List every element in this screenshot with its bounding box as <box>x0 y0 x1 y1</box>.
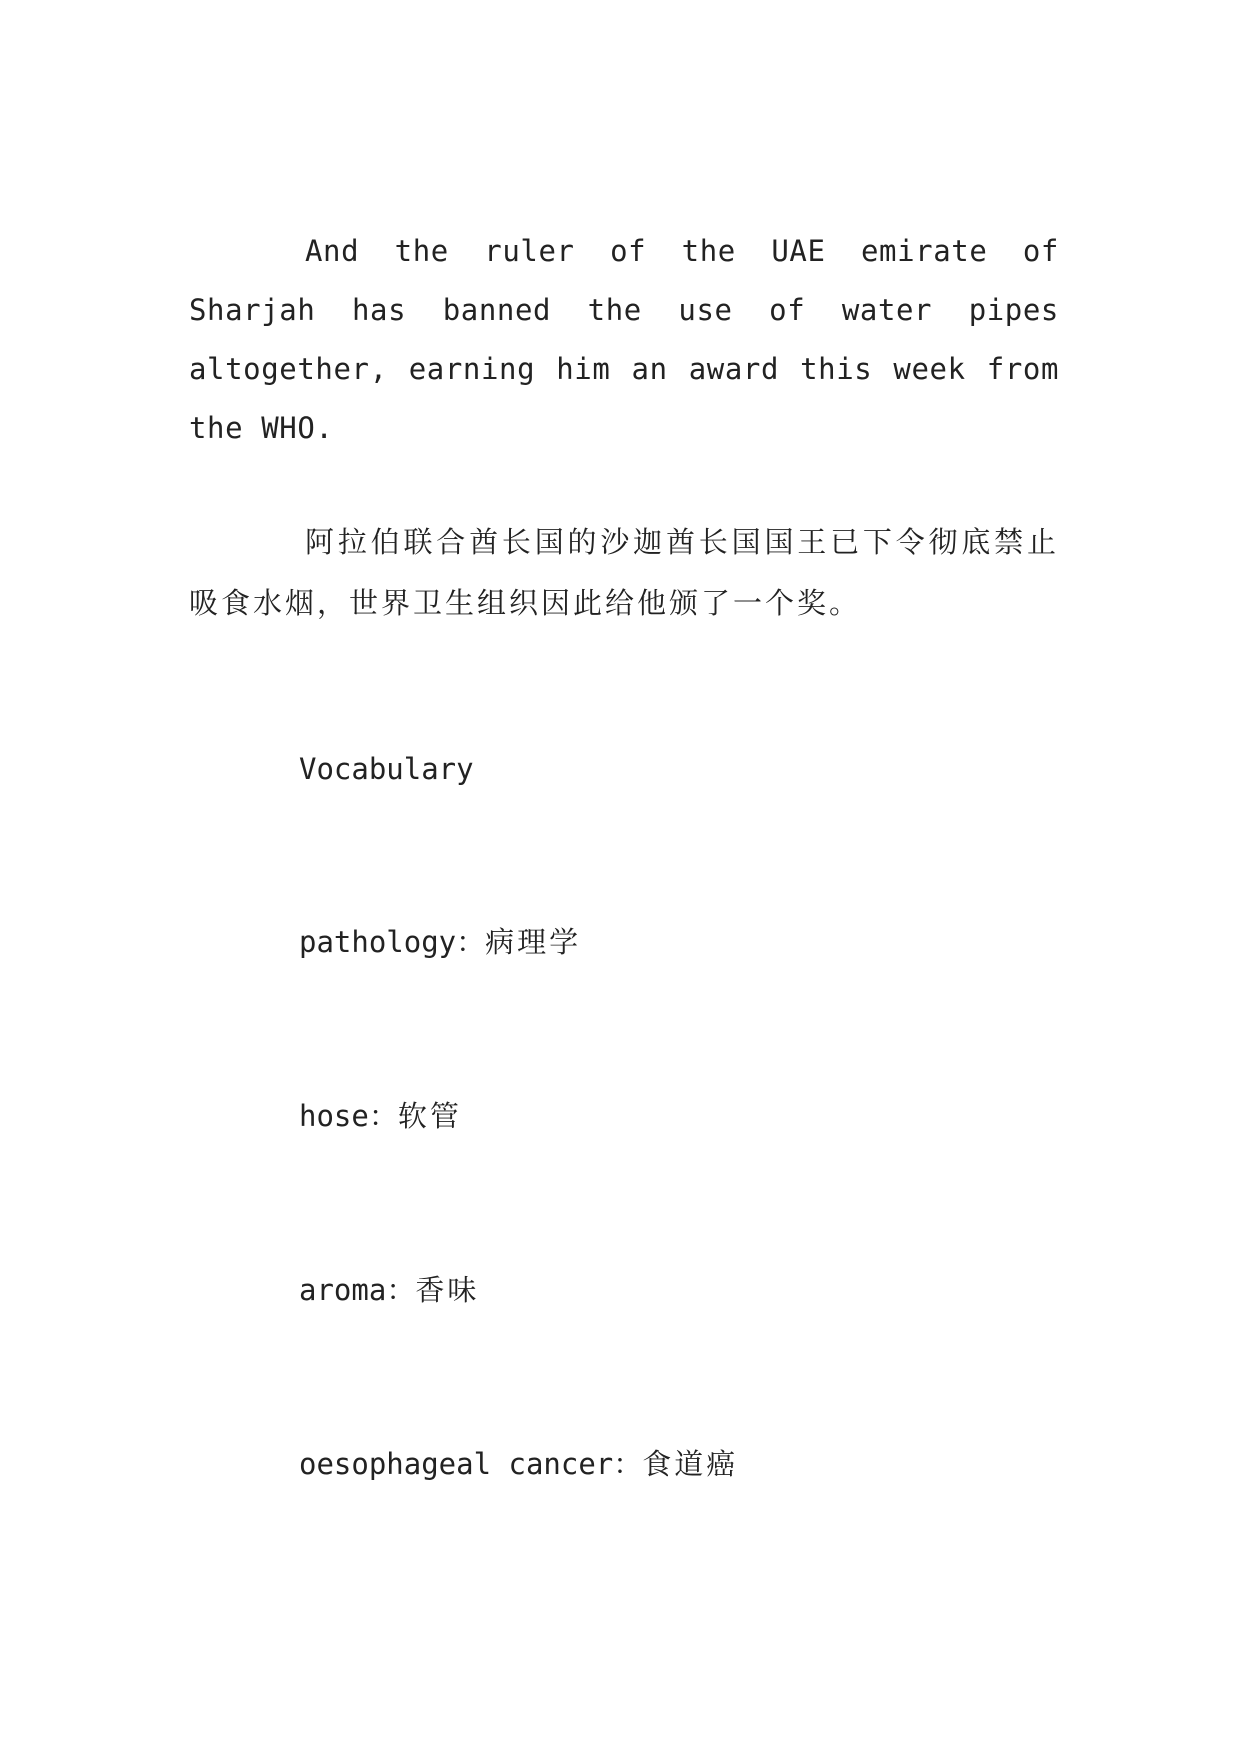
vocabulary-term: pathology <box>299 925 457 959</box>
vocabulary-item <box>299 922 581 962</box>
english-paragraph: And the ruler of the UAE emirate of Sharjah has banned the use of water pipes altogether, earning him an award this week from the WHO. <box>189 234 1059 445</box>
vocabulary-meaning: 软管 <box>397 1099 462 1133</box>
vocabulary-separator: ： <box>456 925 486 959</box>
vocabulary-separator: ： <box>386 1273 416 1307</box>
vocabulary-term: hose <box>299 1099 369 1133</box>
vocabulary-term: oesophageal cancer <box>299 1447 614 1481</box>
vocabulary-separator: ： <box>368 1099 398 1133</box>
vocabulary-item <box>299 1096 462 1136</box>
vocabulary-item <box>299 1270 479 1310</box>
vocabulary-heading: Vocabulary <box>299 752 474 786</box>
vocabulary-meaning: 香味 <box>415 1273 480 1307</box>
vocabulary-item <box>299 1444 738 1484</box>
vocabulary-term: aroma <box>299 1273 387 1307</box>
vocabulary-meaning: 病理学 <box>485 925 582 959</box>
vocabulary-meaning: 食道癌 <box>642 1447 739 1481</box>
chinese-paragraph: 阿拉伯联合酋长国的沙迦酋长国国王已下令彻底禁止吸食水烟，世界卫生组织因此给他颁了一个奖。 <box>189 525 1059 620</box>
vocabulary-separator: ： <box>613 1447 643 1481</box>
